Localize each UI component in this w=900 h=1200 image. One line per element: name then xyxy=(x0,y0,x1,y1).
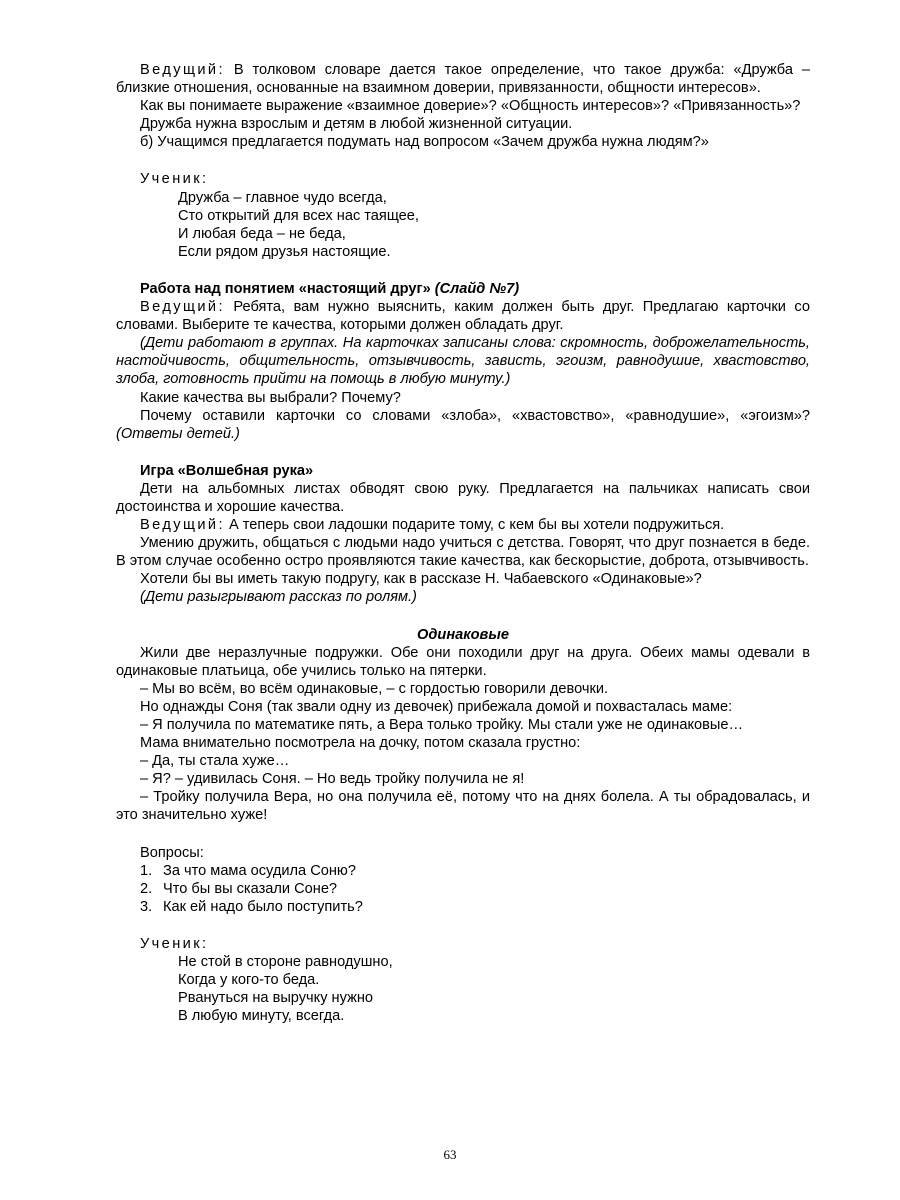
section-heading-true-friend: Работа над понятием «настоящий друг» (Слайд №7) xyxy=(140,280,520,297)
story-paragraph: Но однажды Соня (так звали одну из девочек) прибежала домой и похвасталась маме: xyxy=(140,698,733,715)
story-paragraph: – Да, ты стала хуже… xyxy=(140,753,290,770)
speaker-label-student: Ученик: xyxy=(140,171,209,188)
section-heading-magic-hand: Игра «Волшебная рука» xyxy=(140,462,314,479)
poem-line: И любая беда – не беда, xyxy=(178,225,346,242)
answers-note: (Ответы детей.) xyxy=(116,425,240,442)
paragraph-why-friendship: б) Учащимся предлагается подумать над вопросом «Зачем дружба нужна людям?» xyxy=(140,134,709,151)
speaker-label-host: Ведущий: xyxy=(140,62,225,78)
story-paragraph: Мама внимательно посмотрела на дочку, потом сказала грустно: xyxy=(140,735,581,752)
paragraph-dictionary-definition: Ведущий: В толковом словаре дается такое определение, что такое дружба: «Дружба – близкие отношения, основанные на взаимном доверии, привязанности, общности интересов». xyxy=(116,62,810,97)
poem-line: Если рядом друзья настоящие. xyxy=(178,243,391,260)
speaker-label-host: Ведущий: xyxy=(140,299,225,316)
poem-line: Рвануться на выручку нужно xyxy=(178,990,374,1007)
poem-line: Дружба – главное чудо всегда, xyxy=(178,189,387,206)
list-item: 1. За что мама осудила Соню? xyxy=(140,862,356,879)
paragraph-learn-friendship: Умению дружить, общаться с людьми надо учиться с детства. Говорят, что друг познается в беде. В этом случае особенно остро проявляются такие качества, как бескорыстие, доброта, отзывчивость. xyxy=(116,535,810,570)
paragraph-story-question: Хотели бы вы иметь такую подругу, как в рассказе Н. Чабаевского «Одинаковые»? xyxy=(140,571,702,588)
paragraph-trace-hand: Дети на альбомных листах обводят свою руку. Предлагается на пальчиках написать свои достоинства и хорошие качества. xyxy=(116,480,810,515)
paragraph-qualities-question: Какие качества вы выбрали? Почему? xyxy=(140,389,401,406)
paragraph-friendship-needed: Дружба нужна взрослым и детям в любой жизненной ситуации. xyxy=(140,116,573,133)
paragraph-gift-palms: Ведущий: А теперь свои ладошки подарите тому, с кем бы вы хотели подружиться. xyxy=(140,517,725,534)
poem-help xyxy=(116,953,810,1025)
paragraph-roleplay-note: (Дети разыгрывают рассказ по ролям.) xyxy=(140,589,417,606)
page-number: 63 xyxy=(443,1147,457,1162)
story-paragraph: – Я? – удивилась Соня. – Но ведь тройку получила не я! xyxy=(140,771,525,788)
list-item: 3. Как ей надо было поступить? xyxy=(140,898,363,915)
paragraph-cards-left-question: Почему оставили карточки со словами «злоба», «хвастовство», «равнодушие», «эгоизм»? (Ответы детей.) xyxy=(116,407,810,442)
questions-list xyxy=(116,862,810,916)
paragraph-mutual-trust-question: Как вы понимаете выражение «взаимное доверие»? «Общность интересов»? «Привязанность»? xyxy=(140,98,801,115)
story-title: Одинаковые xyxy=(417,626,509,643)
paragraph-group-work-note: (Дети работают в группах. На карточках записаны слова: скромность, доброжелательность, настойчивость, общительность, отзывчивость, зависть, эгоизм, равнодушие, хвастовство, злоба, готовность прийти на помощь в любую минуту.) xyxy=(116,335,810,388)
list-item: 2. Что бы вы сказали Соне? xyxy=(140,880,338,897)
speaker-label-student: Ученик: xyxy=(140,935,209,952)
poem-line: В любую минуту, всегда. xyxy=(178,1008,345,1025)
questions-title: Вопросы: xyxy=(140,844,204,861)
story-paragraph: – Тройку получила Вера, но она получила её, потому что на днях болела. А ты обрадовалась, и это значительно хуже! xyxy=(116,789,810,824)
slide-reference: (Слайд №7) xyxy=(434,280,520,297)
story-paragraph: – Я получила по математике пять, а Вера только тройку. Мы стали уже не одинаковые… xyxy=(140,717,744,733)
poem-line: Не стой в стороне равнодушно, xyxy=(178,954,393,971)
paragraph-cards-task: Ведущий: Ребята, вам нужно выяснить, каким должен быть друг. Предлагаю карточки со словами. Выберите те качества, которыми должен обладать друг. xyxy=(116,299,810,334)
story-paragraph: – Мы во всём, во всём одинаковые, – с гордостью говорили девочки. xyxy=(140,680,609,697)
poem-line: Сто открытий для всех нас таящее, xyxy=(178,207,419,224)
speaker-label-host: Ведущий: xyxy=(140,517,225,534)
poem-line: Когда у кого-то беда. xyxy=(178,972,320,989)
story-paragraph: Жили две неразлучные подружки. Обе они походили друг на друга. Обеих мамы одевали в одинаковые платьица, обе учились только на пятерки. xyxy=(116,644,810,679)
poem-friendship xyxy=(116,189,810,261)
page-content xyxy=(116,61,810,1025)
